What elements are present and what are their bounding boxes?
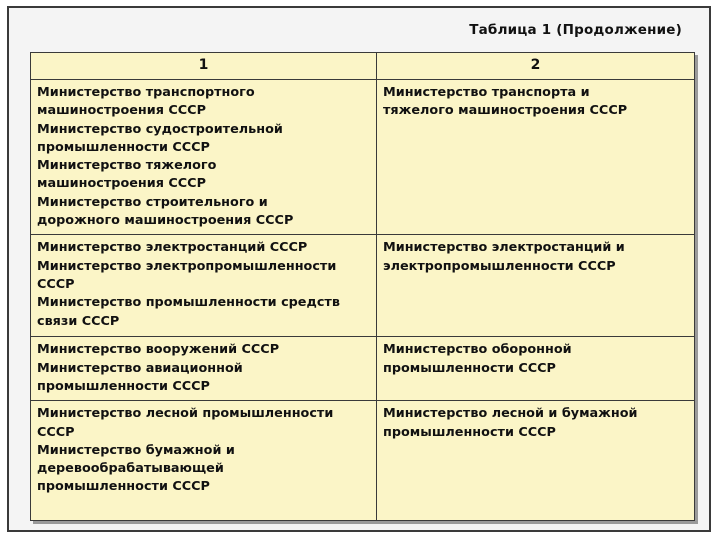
cell-line: СССР — [37, 276, 75, 292]
cell-line: Министерство бумажной и — [37, 442, 235, 458]
cell-line: промышленности СССР — [37, 378, 210, 394]
table-cell-right — [377, 401, 695, 521]
cell-line: Министерство строительного и — [37, 194, 268, 210]
cell-line: промышленности СССР — [383, 360, 556, 376]
cell-line: машиностроения СССР — [37, 176, 206, 192]
cell-line: Министерство авиационной — [37, 360, 243, 376]
table-caption: Таблица 1 (Продолжение) — [469, 22, 682, 38]
cell-line: Министерство транспорта и — [383, 85, 590, 100]
header-row — [31, 53, 695, 80]
cell-line: Министерство транспортного — [37, 85, 255, 100]
table-row — [31, 401, 695, 521]
cell-line: машиностроения СССР — [37, 103, 206, 119]
cell-line: Министерство тяжелого — [37, 158, 217, 174]
table-cell-right — [377, 337, 695, 401]
table-row — [31, 80, 695, 235]
table-row — [31, 337, 695, 401]
cell-line: тяжелого машиностроения СССР — [383, 103, 628, 119]
column-header-2: 2 — [377, 53, 695, 80]
cell-line: промышленности СССР — [383, 424, 556, 440]
table-cell-left — [31, 80, 377, 235]
cell-line: деревообрабатывающей — [37, 461, 224, 477]
cell-line: Министерство оборонной — [383, 342, 572, 358]
cell-line: Министерство лесной промышленности — [37, 406, 334, 422]
cell-line: связи СССР — [37, 313, 120, 329]
ministries-table — [30, 52, 695, 521]
table-cell-right — [377, 80, 695, 235]
cell-line: Министерство электростанций и — [383, 240, 625, 256]
cell-line: Министерство электропромышленности — [37, 258, 337, 274]
table-cell-left — [31, 235, 377, 337]
cell-line: дорожного машиностроения СССР — [37, 213, 294, 229]
column-header-1: 1 — [31, 53, 377, 80]
table-row — [31, 235, 695, 337]
cell-line: Министерство лесной и бумажной — [383, 406, 638, 422]
cell-line: электропромышленности СССР — [383, 258, 616, 274]
table-cell-right — [377, 235, 695, 337]
cell-line: Министерство судостроительной — [37, 121, 283, 137]
table-cell-left — [31, 401, 377, 521]
cell-line: Министерство вооружений СССР — [37, 342, 280, 358]
cell-line: СССР — [37, 424, 75, 440]
cell-line: Министерство электростанций СССР — [37, 240, 308, 256]
table-cell-left — [31, 337, 377, 401]
cell-line: Министерство промышленности средств — [37, 295, 340, 311]
cell-line: промышленности СССР — [37, 479, 210, 495]
cell-line: промышленности СССР — [37, 139, 210, 155]
